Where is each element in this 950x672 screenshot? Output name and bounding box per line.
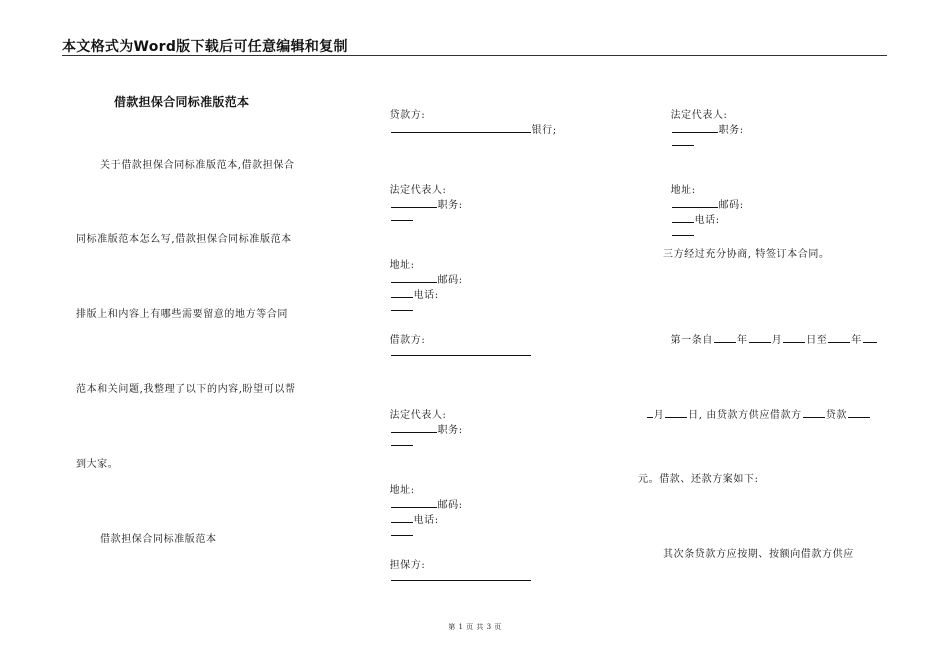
borrower-label: 借款方: (389, 335, 426, 346)
article-1-cont-line (638, 395, 871, 421)
legal-rep-label: 法定代表人: (389, 410, 447, 421)
borrower-blank (391, 346, 531, 356)
lender-line (382, 95, 557, 136)
month-blank-3 (647, 408, 653, 418)
address-blank (672, 198, 718, 208)
month-blank (749, 333, 771, 343)
year-label-2: 年 (851, 335, 862, 346)
position-label: 职务: (718, 125, 744, 136)
agreement-line: 三方经过充分协商, 特签订本合同。 (663, 249, 830, 260)
intro-line-5: 到大家。 (76, 459, 119, 470)
guarantor-address-line (663, 170, 744, 239)
position-label: 职务: (437, 425, 463, 436)
postcode-blank (672, 213, 694, 223)
phone-label: 电话: (694, 215, 720, 226)
day-blank (783, 333, 805, 343)
address-label: 地址: (389, 485, 415, 496)
address-blank (391, 273, 437, 283)
intro-line-4: 范本和关问题,我整理了以下的内容,盼望可以帮 (76, 384, 296, 395)
address-blank (391, 498, 437, 508)
intro-line-2: 同标准版范本怎么写,借款担保合同标准版范本 (76, 234, 292, 245)
page-header: 本文格式为Word版下载后可任意编辑和复制 (62, 39, 348, 55)
phone-blank (672, 226, 694, 236)
address-label: 地址: (389, 260, 415, 271)
phone-blank (391, 301, 413, 311)
guarantor-rep-line (663, 95, 744, 149)
address-label: 地址: (670, 185, 696, 196)
amount-blank (848, 408, 870, 418)
guarantor-blank (391, 571, 531, 581)
day-text: 日, 由贷款方供应借款方 (688, 410, 802, 421)
intro-line-1: 关于借款担保合同标准版范本,借款担保合 (100, 160, 295, 171)
section-heading: 借款担保合同标准版范本 (100, 534, 217, 545)
legal-rep-blank (391, 423, 437, 433)
guarantor-line (382, 545, 532, 584)
month-label-2: 月 (653, 410, 665, 421)
day-to-label: 日至 (806, 335, 828, 346)
year-blank-2 (828, 333, 850, 343)
postcode-blank (391, 288, 413, 298)
day-blank-2 (665, 408, 687, 418)
article-2-line: 其次条贷款方应按期、按额向借款方供应 (663, 549, 854, 560)
postcode-blank (391, 513, 413, 523)
lender-label: 贷款方: (389, 110, 426, 121)
legal-rep-label: 法定代表人: (389, 185, 447, 196)
phone-blank (391, 526, 413, 536)
borrower-line (382, 320, 532, 359)
guarantor-label: 担保方: (389, 560, 426, 571)
lender-suffix: 银行; (531, 125, 557, 136)
borrower-rep-line (382, 395, 463, 449)
legal-rep-blank (672, 123, 718, 133)
month-label: 月 (771, 335, 783, 346)
postcode-label: 邮码: (437, 275, 463, 286)
position-blank (391, 436, 413, 446)
phone-label: 电话: (413, 290, 439, 301)
postcode-label: 邮码: (718, 200, 744, 211)
position-blank (391, 211, 413, 221)
page-footer: 第 1 页 共 3 页 (448, 623, 502, 631)
position-blank (672, 136, 694, 146)
intro-line-3: 排版上和内容上有哪些需要留意的地方等合同 (76, 309, 288, 320)
loan-label: 贷款 (825, 410, 847, 421)
year-blank (714, 333, 736, 343)
article-1-start: 第一条自 (670, 335, 713, 346)
document-title: 借款担保合同标准版范本 (114, 95, 250, 109)
borrower-address-line (382, 470, 463, 539)
month-blank-2 (863, 333, 877, 343)
article-1-line (663, 320, 878, 346)
lender-blank (391, 123, 531, 133)
legal-rep-label: 法定代表人: (670, 110, 728, 121)
year-label: 年 (736, 335, 748, 346)
legal-rep-blank (391, 198, 437, 208)
borrower-blank-2 (803, 408, 825, 418)
header-divider (62, 55, 887, 56)
yuan-line: 元。借款、还款方案如下: (638, 474, 759, 485)
lender-address-line (382, 245, 463, 314)
postcode-label: 邮码: (437, 500, 463, 511)
lender-rep-line (382, 170, 463, 224)
position-label: 职务: (437, 200, 463, 211)
phone-label: 电话: (413, 515, 439, 526)
